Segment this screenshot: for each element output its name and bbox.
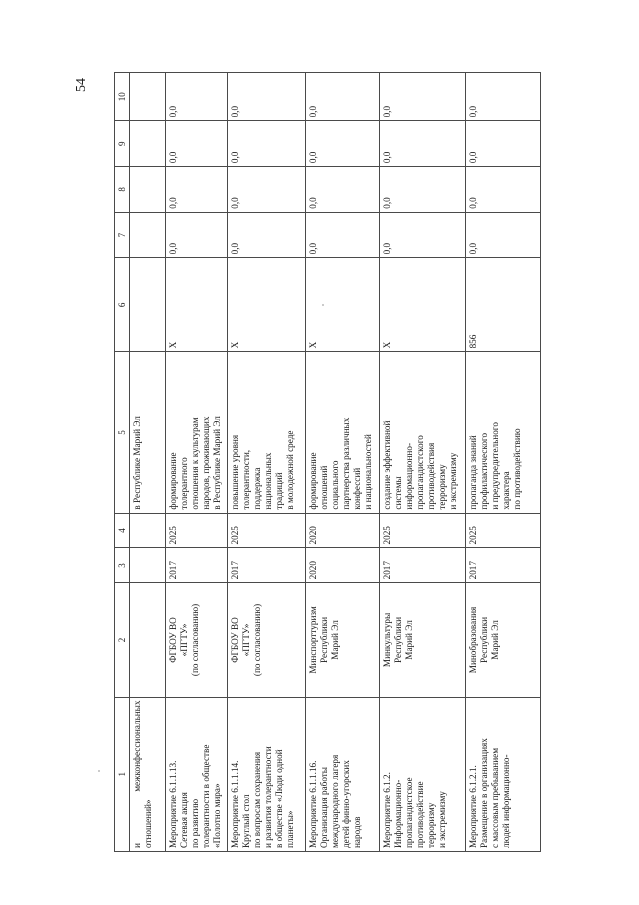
column-number-header-row (115, 73, 130, 852)
value-cell: 0,0 (166, 212, 228, 258)
start-year-cell: 2017 (228, 548, 306, 583)
value-cell: 0,0 (228, 212, 306, 258)
column-number: 2 (115, 583, 130, 697)
value-cell: 0,0 (466, 212, 541, 258)
value-cell: 0,0 (166, 73, 228, 121)
indicator-cell: 856 (466, 258, 541, 352)
value-cell: 0,0 (228, 121, 306, 167)
executor-cell: ФГБОУ ВО «ПГТУ» (по согласованию) (228, 583, 306, 697)
start-year-cell: 2020 (306, 548, 380, 583)
executor-cell: ФГБОУ ВО «ПГТУ» (по согласованию) (166, 583, 228, 697)
end-year-cell: 2020 (306, 513, 380, 548)
table-row (466, 73, 541, 852)
column-number: 4 (115, 513, 130, 548)
executor-cell: Минкультуры Республики Марий Эл (380, 583, 466, 697)
indicator-cell (130, 258, 166, 352)
value-cell: 0,0 (166, 121, 228, 167)
expected-result-cell: повышение уровня толерантности, поддержка национальных традиций в молодежной среде (228, 352, 306, 513)
value-cell: 0,0 (306, 167, 380, 213)
value-cell: 0,0 (380, 167, 466, 213)
executor-cell: Минспорттуризм Республики Марий Эл (306, 583, 380, 697)
value-cell: 0,0 (228, 73, 306, 121)
indicator-cell: X (228, 258, 306, 352)
measure-name-cell: Мероприятие 6.1.2.1. Размещение в организациях с массовым пребыванием людей информационно- (466, 697, 541, 851)
table-row (130, 73, 166, 852)
value-cell: 0,0 (380, 212, 466, 258)
expected-result-cell: пропаганда знаний профилактического и предупредительного характера по противодействию (466, 352, 541, 513)
expected-result-cell: в Республике Марий Эл (130, 352, 166, 513)
indicator-cell: X (306, 258, 380, 352)
table-row (228, 73, 306, 852)
measure-name-cell: Мероприятие 6.1.2. Информационно- пропагандистское противодействие терроризму и экстремизму (380, 697, 466, 851)
executor-cell: Минобразования Республики Марий Эл (466, 583, 541, 697)
value-cell: 0,0 (466, 121, 541, 167)
value-cell (130, 212, 166, 258)
expected-result-cell: формирование толерантного отношения к культурам народов, проживающих в Республике Марий Эл (166, 352, 228, 513)
end-year-cell (130, 513, 166, 548)
column-number: 6 (115, 258, 130, 352)
expected-result-cell: формирование отношений социального партнерства различных конфессий и национальностей (306, 352, 380, 513)
value-cell: 0,0 (380, 121, 466, 167)
value-cell: 0,0 (306, 212, 380, 258)
start-year-cell: 2017 (466, 548, 541, 583)
value-cell: 0,0 (380, 73, 466, 121)
end-year-cell: 2025 (466, 513, 541, 548)
value-cell: 0,0 (466, 167, 541, 213)
page-number: 54 (74, 78, 89, 92)
column-number: 10 (115, 73, 130, 121)
value-cell: 0,0 (228, 167, 306, 213)
column-number: 7 (115, 212, 130, 258)
value-cell (130, 121, 166, 167)
column-number: 3 (115, 548, 130, 583)
measure-name-cell: и межконфессиональных отношений» (130, 697, 166, 851)
table-row (306, 73, 380, 852)
rotated-page-content (74, 72, 535, 852)
start-year-cell: 2017 (380, 548, 466, 583)
measure-name-cell: Мероприятие 6.1.1.14. Круглый стол по вопросам сохранения и развития толерантности в обществе «Люди одной планеты» (228, 697, 306, 851)
indicator-cell: X (166, 258, 228, 352)
table-row (380, 73, 466, 852)
measure-name-cell: Мероприятие 6.1.1.16. Организация работы международного лагеря детей финно-угорских народов (306, 697, 380, 851)
indicator-cell: X (380, 258, 466, 352)
value-cell: 0,0 (306, 121, 380, 167)
value-cell: 0,0 (466, 73, 541, 121)
value-cell: 0,0 (166, 167, 228, 213)
scan-speck (98, 770, 100, 772)
value-cell: 0,0 (306, 73, 380, 121)
column-number: 8 (115, 167, 130, 213)
column-number: 9 (115, 121, 130, 167)
program-measures-table (114, 72, 541, 852)
value-cell (130, 73, 166, 121)
executor-cell (130, 583, 166, 697)
end-year-cell: 2025 (380, 513, 466, 548)
column-number: 5 (115, 352, 130, 513)
measure-name-cell: Мероприятие 6.1.1.13. Сетевая акция по развитию толерантности в обществе «Полотно мира» (166, 697, 228, 851)
table-row (166, 73, 228, 852)
expected-result-cell: создание эффективной системы информационно- пропагандистского противодействия терроризму и экстремизму (380, 352, 466, 513)
end-year-cell: 2025 (228, 513, 306, 548)
column-number: 1 (115, 697, 130, 851)
start-year-cell: 2017 (166, 548, 228, 583)
start-year-cell (130, 548, 166, 583)
value-cell (130, 167, 166, 213)
end-year-cell: 2025 (166, 513, 228, 548)
